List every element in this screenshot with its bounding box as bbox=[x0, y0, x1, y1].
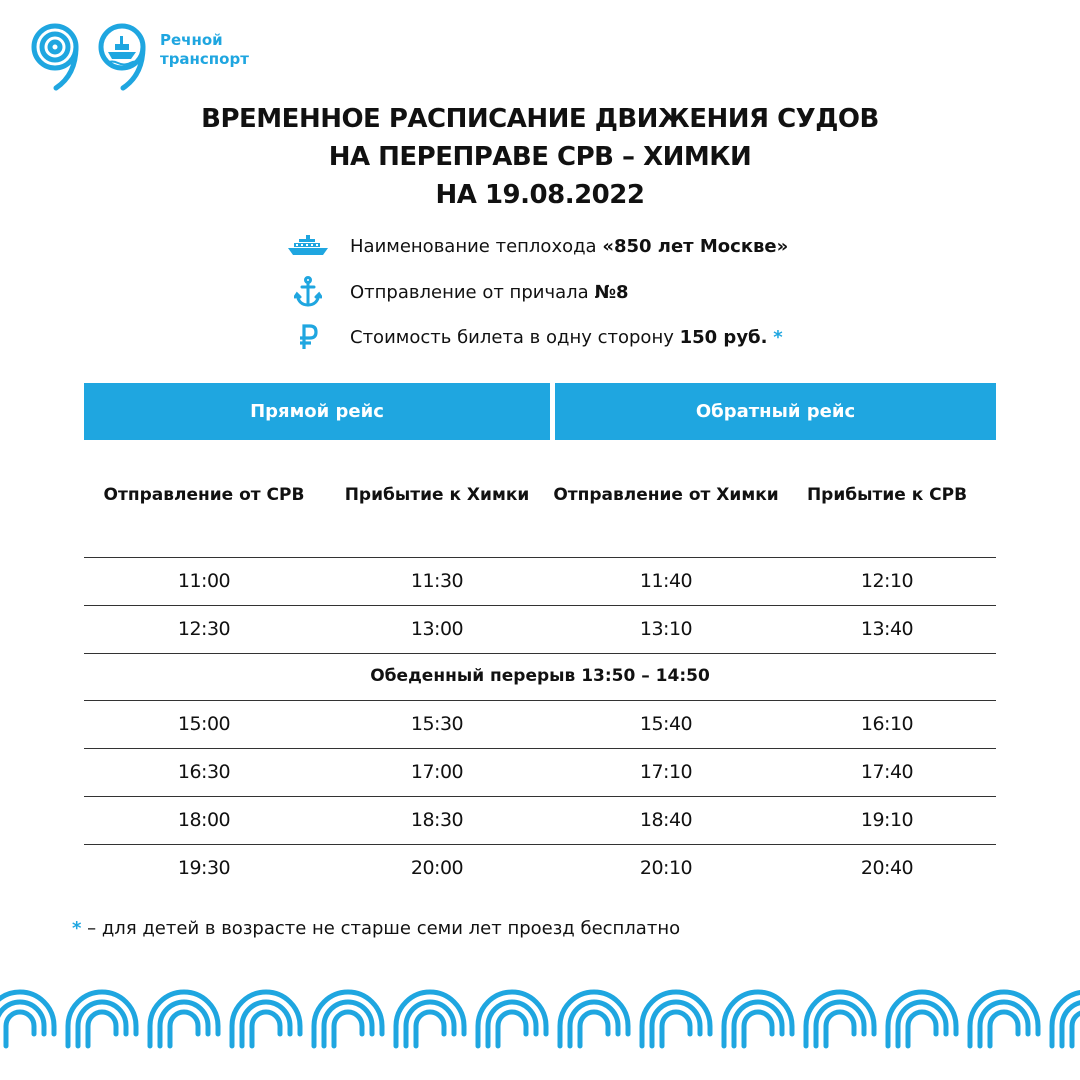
table-cell: 20:00 bbox=[410, 857, 464, 879]
title-line-2: НА ПЕРЕПРАВЕ СРВ – ХИМКИ bbox=[328, 142, 752, 172]
wave-arc bbox=[334, 1012, 362, 1046]
table-cell: 15:30 bbox=[410, 713, 464, 735]
wave-arc bbox=[252, 1012, 280, 1046]
info-price bbox=[286, 317, 846, 357]
wave-arc bbox=[78, 1002, 126, 1046]
wave-arc bbox=[416, 1012, 444, 1046]
wave-arc bbox=[980, 1002, 1028, 1046]
lunch-break-row: Обеденный перерыв 13:50 – 14:50 bbox=[370, 666, 710, 686]
brand-line-2: транспорт bbox=[160, 50, 249, 68]
wave-arc bbox=[662, 1012, 690, 1046]
wave-arc bbox=[88, 1012, 116, 1046]
table-cell: 13:40 bbox=[860, 618, 914, 640]
wave-arc bbox=[6, 1012, 34, 1046]
info-berth bbox=[286, 272, 846, 312]
price-label: Стоимость билета в одну сторону bbox=[350, 326, 680, 348]
wave-arc bbox=[324, 1002, 372, 1046]
brand-line-1: Речной bbox=[160, 31, 223, 49]
logo-ship-icon bbox=[106, 36, 140, 65]
wave-arc bbox=[1072, 1012, 1080, 1046]
page-title bbox=[0, 100, 1080, 214]
table-cell: 18:40 bbox=[639, 809, 693, 831]
price-text bbox=[350, 327, 783, 348]
wave-arc bbox=[580, 1012, 608, 1046]
table-cell: 12:30 bbox=[177, 618, 231, 640]
vessel-name: «850 лет Москве» bbox=[602, 235, 789, 257]
header-forward-trip: Прямой рейс bbox=[84, 383, 550, 440]
table-cell: 15:00 bbox=[177, 713, 231, 735]
col-arrival-khimki: Прибытие к Химки bbox=[344, 485, 530, 505]
col-arrival-srv: Прибытие к СРВ bbox=[806, 485, 968, 505]
wave-arc bbox=[570, 1002, 618, 1046]
anchor-icon bbox=[294, 276, 322, 308]
wave-arc bbox=[990, 1012, 1018, 1046]
table-cell: 18:30 bbox=[410, 809, 464, 831]
wave-arc bbox=[816, 1002, 864, 1046]
table-cell: 16:30 bbox=[177, 761, 231, 783]
wave-arc bbox=[406, 1002, 454, 1046]
title-line-3: НА 19.08.2022 bbox=[435, 180, 645, 210]
header-return-trip: Обратный рейс bbox=[555, 383, 996, 440]
table-cell: 19:10 bbox=[860, 809, 914, 831]
logo-nine-icon bbox=[34, 26, 76, 88]
table-cell: 19:30 bbox=[177, 857, 231, 879]
wave-arc bbox=[898, 1002, 946, 1046]
wave-arc bbox=[826, 1012, 854, 1046]
wave-border-decoration bbox=[0, 960, 1080, 1080]
price-asterisk: * bbox=[773, 326, 783, 348]
ship-icon bbox=[286, 235, 330, 257]
wave-arc bbox=[488, 1002, 536, 1046]
table-cell: 11:40 bbox=[639, 570, 693, 592]
berth-label: Отправление от причала bbox=[350, 281, 595, 303]
ruble-icon bbox=[298, 324, 318, 350]
table-cell: 17:40 bbox=[860, 761, 914, 783]
col-departure-srv: Отправление от СРВ bbox=[103, 485, 305, 505]
info-vessel bbox=[286, 226, 846, 266]
wave-arc bbox=[908, 1012, 936, 1046]
wave-arc bbox=[744, 1012, 772, 1046]
table-cell: 20:40 bbox=[860, 857, 914, 879]
vessel-label: Наименование теплохода bbox=[350, 235, 603, 257]
table-cell: 18:00 bbox=[177, 809, 231, 831]
berth-text bbox=[350, 282, 629, 303]
wave-arc bbox=[160, 1002, 208, 1046]
table-cell: 12:10 bbox=[860, 570, 914, 592]
wave-arc bbox=[170, 1012, 198, 1046]
table-cell: 20:10 bbox=[639, 857, 693, 879]
table-cell: 13:10 bbox=[639, 618, 693, 640]
footnote-text: – для детей в возрасте не старше семи лет проезд бесплатно bbox=[81, 918, 681, 939]
wave-arc bbox=[652, 1002, 700, 1046]
footnote bbox=[72, 918, 680, 939]
col-departure-khimki: Отправление от Химки bbox=[553, 485, 779, 505]
table-cell: 11:00 bbox=[177, 570, 231, 592]
table-cell: 13:00 bbox=[410, 618, 464, 640]
brand-name bbox=[160, 31, 249, 69]
vessel-text bbox=[350, 236, 788, 257]
price-value: 150 руб. bbox=[679, 326, 768, 348]
wave-arc bbox=[242, 1002, 290, 1046]
wave-arc bbox=[734, 1002, 782, 1046]
footnote-asterisk: * bbox=[72, 918, 82, 939]
table-cell: 15:40 bbox=[639, 713, 693, 735]
wave-arc bbox=[498, 1012, 526, 1046]
table-cell: 11:30 bbox=[410, 570, 464, 592]
table-cell: 16:10 bbox=[860, 713, 914, 735]
berth-number: №8 bbox=[594, 281, 629, 303]
table-cell: 17:10 bbox=[639, 761, 693, 783]
table-cell: 17:00 bbox=[410, 761, 464, 783]
title-line-1: ВРЕМЕННОЕ РАСПИСАНИЕ ДВИЖЕНИЯ СУДОВ bbox=[201, 104, 879, 134]
